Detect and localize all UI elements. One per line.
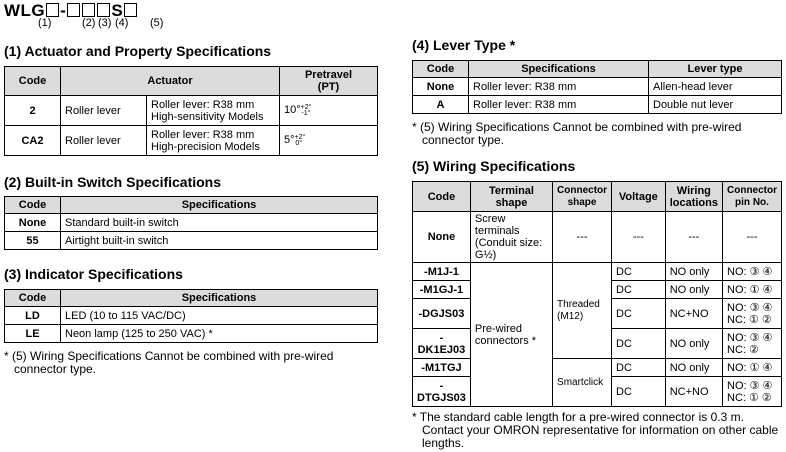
index-3: (3) [98,17,112,29]
section-4-note: * (5) Wiring Specifications Cannot be combined with pre-wired connector type. [412,120,742,147]
col-actuator: Actuator [61,67,280,96]
col-pretravel: Pretravel (PT) [280,67,378,96]
index-1: (1) [38,17,52,29]
table-row: -DK1EJ03 DC NO only NO: ③ ④ NC: ② [413,329,782,359]
wiring-table: Code Terminal shape Connector shape Voltage Wiring locations Connector pin No. None Screw terminals (Conduit size: G½) --- --- --- --- -M1J-1 Pre-wired connectors * Threaded (M12) DC NO only NO: ③ ④ -M1GJ-1 DC NO only NO: ① ④ -DGJS03 DC NC+NO NO: ③ ④ NC: ① ② -DK1EJ03 DC NO only NO: ③ ④ NC: ② -M1TGJ Smartclick DC NO only NO: ① ④ -DTGJS03 DC NC+NO NO: ③ ④ NC: ① ② [412,181,782,407]
index-2: (2) [82,17,96,29]
table-row: LE Neon lamp (125 to 250 VAC) * [5,325,378,343]
table-row: -M1GJ-1 DC NO only NO: ① ④ [413,281,782,299]
table-row: A Roller lever: R38 mm Double nut lever [413,96,782,114]
table-row: -M1J-1 Pre-wired connectors * Threaded (M12) DC NO only NO: ③ ④ [413,263,782,281]
section-4-title: (4) Lever Type * [412,37,516,53]
section-5-note: * The standard cable length for a pre-wired connector is 0.3 m. Contact your OMRON representative for information on other cable lengths. [412,410,779,450]
index-5: (5) [150,17,164,29]
table-row: None Roller lever: R38 mm Allen-head lever [413,78,782,96]
table-row: None Standard built-in switch [5,214,378,232]
col-code: Code [5,67,61,96]
actuator-table [4,66,378,156]
threaded-cell: Threaded (M12) [553,263,612,359]
table-row: 55 Airtight built-in switch [5,232,378,250]
table-row: CA2 Roller lever Roller lever: R38 mm High-precision Models 5°$^{+2^\circ}$0° [5,126,378,156]
section-1-title: (1) Actuator and Property Specifications [4,43,272,59]
section-5-title: (5) Wiring Specifications [412,158,576,174]
indicator-table: Code Specifications LD LED (10 to 115 VAC/DC) LE Neon lamp (125 to 250 VAC) * [4,289,378,343]
model-number: WLG - S [4,1,138,21]
table-row: None Screw terminals (Conduit size: G½) --- --- --- --- [413,212,782,263]
lever-table: Code Specifications Lever type None Roller lever: R38 mm Allen-head lever A Roller lever: R38 mm Double nut lever [412,60,782,114]
table-row: 2 Roller lever Roller lever: R38 mm High-sensitivity Models 10°$^{+2^\circ}$-1° [5,96,378,126]
index-4: (4) [115,17,129,29]
table-row: -DTGJS03 DC NC+NO NO: ③ ④ NC: ① ② [413,377,782,407]
section-3-note: * (5) Wiring Specifications Cannot be combined with pre-wired connector type. [4,349,334,376]
smartclick-cell: Smartclick [553,359,612,407]
table-row: -DGJS03 DC NC+NO NO: ③ ④ NC: ① ② [413,299,782,329]
table-row: -M1TGJ Smartclick DC NO only NO: ① ④ [413,359,782,377]
table-row: LD LED (10 to 115 VAC/DC) [5,307,378,325]
switch-table: Code Specifications None Standard built-in switch 55 Airtight built-in switch [4,196,378,250]
prewired-cell: Pre-wired connectors * [470,263,552,407]
section-2-title: (2) Built-in Switch Specifications [4,174,222,190]
section-3-title: (3) Indicator Specifications [4,266,183,282]
